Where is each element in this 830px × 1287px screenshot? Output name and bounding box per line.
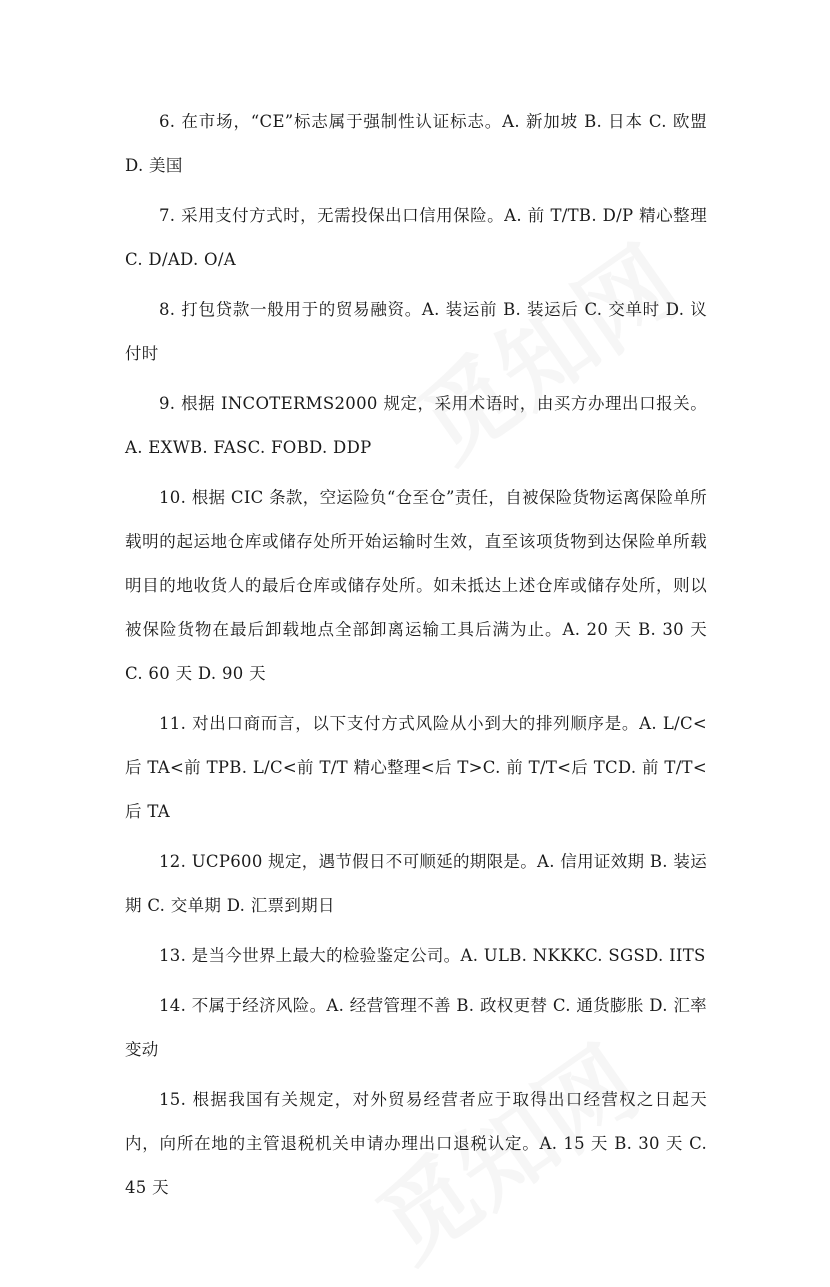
question-12: 12. UCP600 规定，遇节假日不可顺延的期限是。A. 信用证效期 B. 装运期 C. 交单期 D. 汇票到期日	[125, 852, 707, 915]
question-8: 8. 打包贷款一般用于的贸易融资。A. 装运前 B. 装运后 C. 交单时 D. 议付时	[125, 300, 707, 363]
question-7: 7. 采用支付方式时，无需投保出口信用保险。A. 前 T/TB. D/P 精心整理 C. D/AD. O/A	[125, 206, 707, 269]
question-6: 6. 在市场，“CE”标志属于强制性认证标志。A. 新加坡 B. 日本 C. 欧盟 D. 美国	[125, 112, 707, 175]
question-11: 11. 对出口商而言，以下支付方式风险从小到大的排列顺序是。A. L/C<后 TA<前 TPB. L/C<前 T/T 精心整理<后 T>C. 前 T/T<后 TCD. 前 T/T<后 TA	[125, 714, 707, 821]
question-15: 15. 根据我国有关规定，对外贸易经营者应于取得出口经营权之日起天内，向所在地的主管退税机关申请办理出口退税认定。A. 15 天 B. 30 天 C. 45 天	[125, 1090, 707, 1197]
question-list	[125, 100, 707, 1216]
question-10: 10. 根据 CIC 条款，空运险负“仓至仓”责任，自被保险货物运离保险单所载明的起运地仓库或储存处所开始运输时生效，直至该项货物到达保险单所载明目的地收货人的最后仓库或储存处所。如未抵达上述仓库或储存处所，则以被保险货物在最后卸载地点全部卸离运输工具后满为止。A. 20 天 B. 30 天 C. 60 天 D. 90 天	[125, 488, 707, 683]
question-13: 13. 是当今世界上最大的检验鉴定公司。A. ULB. NKKKC. SGSD. IITS	[159, 946, 706, 965]
question-14: 14. 不属于经济风险。A. 经营管理不善 B. 政权更替 C. 通货膨胀 D. 汇率变动	[125, 996, 707, 1059]
question-9: 9. 根据 INCOTERMS2000 规定，采用术语时，由买方办理出口报关。A. EXWB. FASC. FOBD. DDP	[125, 394, 707, 457]
